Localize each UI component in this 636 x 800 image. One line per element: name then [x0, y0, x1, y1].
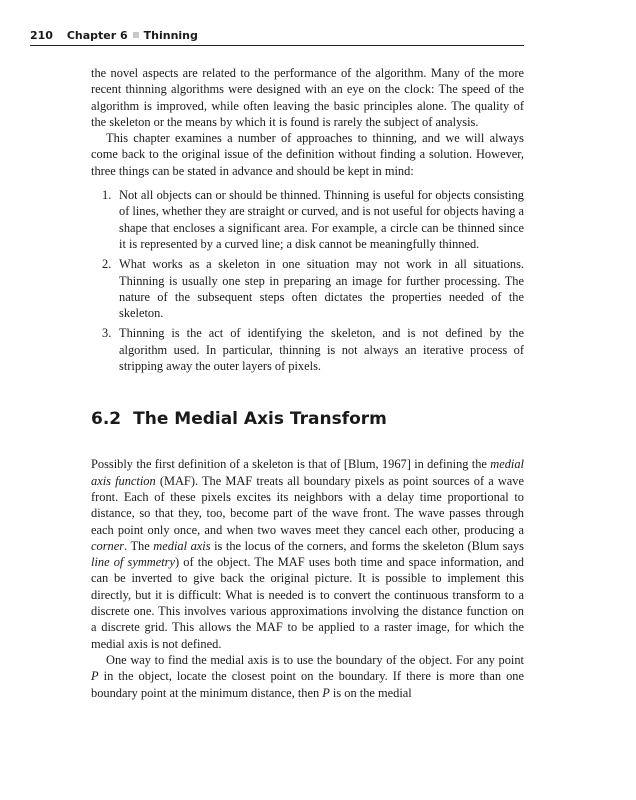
text-run: Possibly the first definition of a skeleton is that of [Blum, 1967] in defining the [91, 457, 491, 472]
body-paragraph-1 [91, 456, 524, 652]
term-corner: corner [91, 538, 125, 553]
list-item [91, 325, 524, 374]
text-run: in the object, locate the closest point on the boundary. If there is more than one boundary point at the minimum distance, then [91, 669, 524, 700]
text-run: . The [124, 538, 154, 553]
variable-p: P [91, 669, 99, 684]
header-separator-square [133, 32, 139, 38]
list-item-number: 1. [102, 188, 112, 203]
list-item-text: What works as a skeleton in one situation may not work in all situations. Thinning is usually one step in preparing an image for further processing. The nature of the subsequent steps often dictates the properties needed of the skeleton. [119, 257, 524, 321]
page-number: 210 [30, 29, 53, 42]
section-number: 6.2 [91, 409, 122, 430]
chapter-title: Thinning [143, 29, 198, 42]
body-paragraph-2 [91, 652, 524, 701]
text-run: is the locus of the corners, and forms the skeleton (Blum says [210, 538, 525, 553]
list-item-number: 3. [102, 326, 112, 341]
text-run: One way to find the medial axis is to use the boundary of the object. For any point [106, 652, 524, 667]
term-line-of-symmetry: line of symmetry [91, 555, 176, 570]
variable-p: P [322, 685, 330, 700]
term-medial-axis: medial axis [153, 538, 211, 553]
list-item-text: Not all objects can or should be thinned. Thinning is useful for objects consisting of lines, whether they are straight or curved, and is not useful for objects having a shape that encloses a significant area. For example, a circle can be thinned since it is represented by a curved line; a disk cannot be meaningfully thinned. [119, 188, 524, 251]
running-header [30, 29, 524, 46]
section-heading [91, 408, 524, 430]
intro-paragraph-2: This chapter examines a number of approaches to thinning, and we will always come back to the original issue of the definition without finding a solution. However, three things can be stated in advance and should be kept in mind: [91, 131, 524, 178]
text-run: is on the medial [329, 685, 412, 700]
text-run: (MAF). The MAF treats all boundary pixels as point sources of a wave front. Each of these pixels excites its neighbors with a delay time proportional to distance, so that they, too, become part of the wave front. The wave passes through each point only once, and when two waves meet they cancel each other, producing a [91, 473, 524, 537]
list-item [91, 187, 524, 252]
list-item-number: 2. [102, 257, 112, 272]
section-title: The Medial Axis Transform [133, 409, 387, 430]
list-item-text: Thinning is the act of identifying the skeleton, and is not defined by the algorithm used. In particular, thinning is not always an iterative process of stripping away the outer layers of pixels. [119, 326, 524, 374]
list-item [91, 256, 524, 321]
intro-paragraph-1: the novel aspects are related to the performance of the algorithm. Many of the more recent thinning algorithms were designed with an eye on the clock: The speed of the algorithm is improved, while often leaving the basic principles alone. The quality of the skeleton or the means by which it is found is rarely the subject of analysis. [91, 66, 524, 129]
numbered-list [91, 187, 524, 374]
chapter-label: Chapter 6 [66, 29, 128, 42]
page-body [91, 65, 524, 701]
term-medial-axis-function: medial axis function [91, 457, 524, 488]
text-run: ) of the object. The MAF uses both time and space information, and can be inverted to give back the original picture. It is possible to implement this directly, but it is difficult: What is needed is to convert the continuous transform to a discrete one. This involves various approximations involving the distance function on a discrete grid. This allows the MAF to be applied to a raster image, for which the medial axis is not defined. [91, 555, 524, 651]
